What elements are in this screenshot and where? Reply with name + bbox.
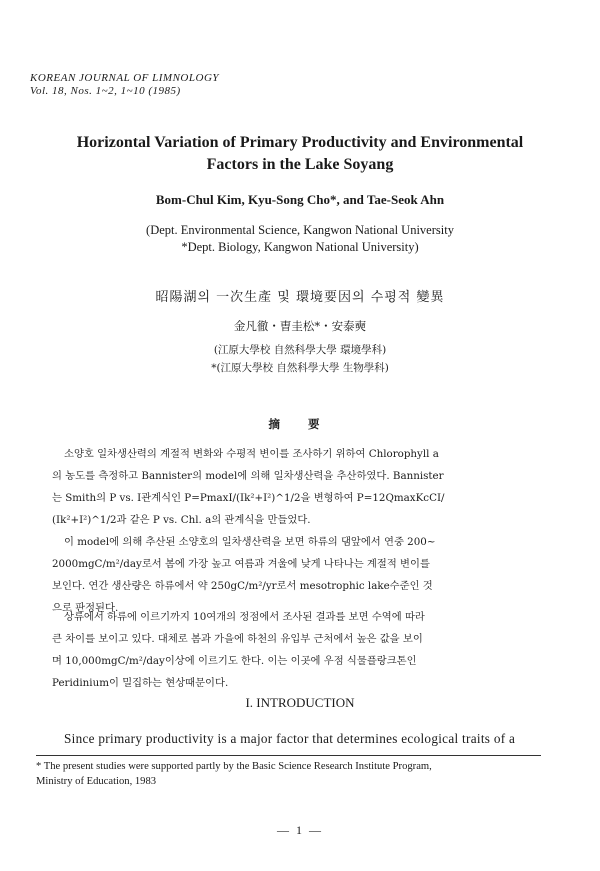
section-heading-introduction: I. INTRODUCTION <box>245 695 355 710</box>
abstract-line: 는 Smith의 P vs. I관계식인 P=PmaxI/(Ik²+I²)^1/2을 변형하여 P=12QmaxKcCI/ <box>52 492 445 504</box>
paper-title <box>40 132 560 176</box>
affiliations <box>40 222 560 256</box>
introduction-text: Since primary productivity is a major factor that determines ecological traits of a <box>64 731 516 746</box>
affiliation-1: (Dept. Environmental Science, Kangwon National University <box>146 223 454 237</box>
korean-affiliation-2: *(江原大學校 自然科學大學 生物學科) <box>211 362 389 374</box>
korean-authors: 金凡徹・曺圭松*・安泰奭 <box>233 319 367 333</box>
abstract-line: 상류에서 하류에 이르기까지 10여개의 정점에서 조사된 결과를 보면 수역에 따라 <box>64 611 425 623</box>
korean-affiliation-1: (江原大學校 自然科學大學 環境學科) <box>213 344 387 356</box>
abstract-line: 보인다. 연간 생산량은 하류에서 약 250gC/m²/yr로서 mesotrophic lake수준인 것 <box>52 580 433 592</box>
journal-header <box>30 72 219 98</box>
abstract-line: 2000mgC/m²/day로서 봄에 가장 높고 여름과 겨울에 낮게 나타나는 계절적 변이를 <box>52 558 430 570</box>
page-number: — 1 — <box>277 823 323 837</box>
footnote-line-2: Ministry of Education, 1983 <box>36 776 157 787</box>
author-list: Bom-Chul Kim, Kyu-Song Cho*, and Tae-Seok Ahn <box>155 192 445 207</box>
paper-title-line-2: Factors in the Lake Soyang <box>206 156 394 173</box>
abstract-line: 이 model에 의해 추산된 소양호의 일차생산력을 보면 하류의 댐앞에서 연중 200~ <box>64 536 436 548</box>
abstract-line: 의 농도를 측정하고 Bannister의 model에 의해 일차생산력을 추산하였다. Bannister <box>52 470 444 482</box>
paper-title-line-1: Horizontal Variation of Primary Productivity and Environmental <box>76 134 524 151</box>
footnote-divider <box>36 755 541 756</box>
affiliation-2: *Dept. Biology, Kangwon National University) <box>181 240 419 254</box>
abstract-line: 으로 판정된다. <box>52 602 119 614</box>
abstract-line: Peridinium이 밀집하는 현상때문이다. <box>52 677 229 689</box>
journal-name: KOREAN JOURNAL OF LIMNOLOGY <box>30 72 220 84</box>
abstract-line: (Ik²+I²)^1/2과 같은 P vs. Chl. a의 관계식을 만들었다. <box>52 514 311 526</box>
korean-affiliations <box>40 341 560 377</box>
journal-volume: Vol. 18, Nos. 1~2, 1~10 (1985) <box>30 85 181 97</box>
abstract-line: 소양호 일차생산력의 계절적 변화와 수평적 변이를 조사하기 위하여 Chlorophyll a <box>64 448 439 460</box>
korean-title: 昭陽湖의 一次生產 및 環境要因의 수평적 變異 <box>155 290 445 305</box>
footnote-line-1: * The present studies were supported partly by the Basic Science Research Institute Program, <box>36 761 432 772</box>
abstract-line: 며 10,000mgC/m²/day이상에 이르기도 한다. 이는 이곳에 우점 식물플랑크톤인 <box>52 655 417 667</box>
abstract-heading: 摘 要 <box>268 417 332 431</box>
footnote <box>36 759 546 789</box>
abstract-line: 큰 차이를 보이고 있다. 대체로 봄과 가을에 하천의 유입부 근처에서 높은 값을 보이 <box>52 633 423 645</box>
